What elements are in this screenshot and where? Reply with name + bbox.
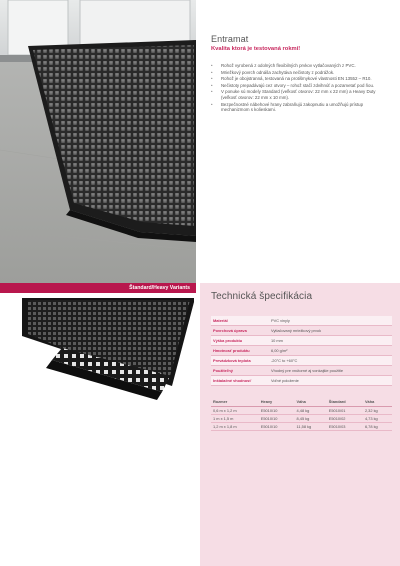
spec-table [211,316,392,386]
spec-value: PVC vinyly [269,316,392,326]
variant-caption-bar [0,283,196,293]
bullet-icon: • [211,101,213,107]
table-cell: 6,78 kg [363,422,392,430]
feature-list [211,63,390,113]
column-header: Heavy [259,398,295,406]
spec-value: 6,00 g/m² [269,346,392,356]
table-cell: E5010/02 [327,414,363,422]
table-row [211,326,392,336]
table-cell: 0,6 m x 1,2 m [211,406,259,414]
table-row [211,366,392,376]
list-item: • Mriežkový povrch odnáša zachytáva nečistoty z podrážok. [211,69,335,75]
table-cell: E5010/10 [259,406,295,414]
spec-value: 10 mm [269,336,392,346]
spec-label: Povrchová úprava [211,326,269,336]
spec-value: Vhodný pre vnútorné aj vonkajšie použitie [269,366,392,376]
column-header: Rozmer [211,398,259,406]
column-header: Váha [363,398,392,406]
table-cell: 4,48 kg [295,406,327,414]
table-cell: E5010/10 [259,414,295,422]
column-header: Váha [295,398,327,406]
table-cell: 1 m x 1,5 m [211,414,259,422]
bullet-icon: • [211,63,213,68]
product-photo-closeup [22,296,194,411]
spec-value: -20°C to +60°C [269,356,392,366]
table-cell: 2,32 kg [363,406,392,414]
bullet-icon: • [211,76,213,82]
spec-label: Materiál [211,316,269,326]
bullet-icon: • [211,69,213,75]
list-item: • Bezpečnostné nábehové hrany zabraňujú zakopnutiu a umožňujú prístup mechanizmom s kolieskami. [211,101,364,113]
table-cell: E5010/03 [327,422,363,430]
table-row [211,316,392,326]
table-cell: 11,58 kg [295,422,327,430]
list-item: • Rohož vyrobená z odolných flexibilných prvkov vytlačovaných z PVC. [211,63,356,68]
list-item: • Nečistoty prepadávajú cez otvory – rohož stačí zdvihnúť a pozametať pod ňou. [211,82,375,88]
spec-value: Vytlačovaný mriežkový prvok [269,326,392,336]
spec-label: Prevádzková teplota [211,356,269,366]
variant-caption: Štandard/Heavy Variants [129,285,190,291]
table-row [211,356,392,366]
table-row [211,422,392,430]
column-header: Štandard [327,398,363,406]
list-item: • V ponuke sú modely Standard (veľkosť otvorov: 22 mm x 22 mm) a Heavy Duty (veľkosť otvorov: 22 mm x 10 mm). [211,89,376,100]
table-row [211,346,392,356]
bullet-icon: • [211,89,213,95]
product-name: Entramat [211,34,249,44]
dimensions-table [211,398,392,431]
table-row [211,414,392,422]
spec-label: Hmotnosť produktu [211,346,269,356]
table-cell: 8,45 kg [295,414,327,422]
spec-title: Technická špecifikácia [211,291,313,302]
mat-closeup-illustration [22,296,194,411]
table-row [211,406,392,414]
technical-spec-panel [200,283,400,566]
list-item: • Rohož je obojstranná, testovaná na protišmykové vlastnosti EN 13552 – R10. [211,76,372,82]
spec-label: Inštalačné vhodnosť [211,376,269,386]
table-row [211,336,392,346]
table-row [211,376,392,386]
table-cell: E5010/10 [259,422,295,430]
product-tagline: Kvalita ktorá je testovaná rokmi! [211,46,301,52]
table-header-row [211,398,392,406]
mat-photo-illustration [0,0,196,283]
table-cell: 1,2 m x 1,8 m [211,422,259,430]
bullet-icon: • [211,82,213,88]
spec-value: Voľné položenie [269,376,392,386]
spec-label: Použiteľný [211,366,269,376]
table-cell: E5010/01 [327,406,363,414]
spec-label: Výška produktu [211,336,269,346]
table-cell: 4,73 kg [363,414,392,422]
product-photo-main [0,0,196,283]
product-description-panel [200,0,400,283]
